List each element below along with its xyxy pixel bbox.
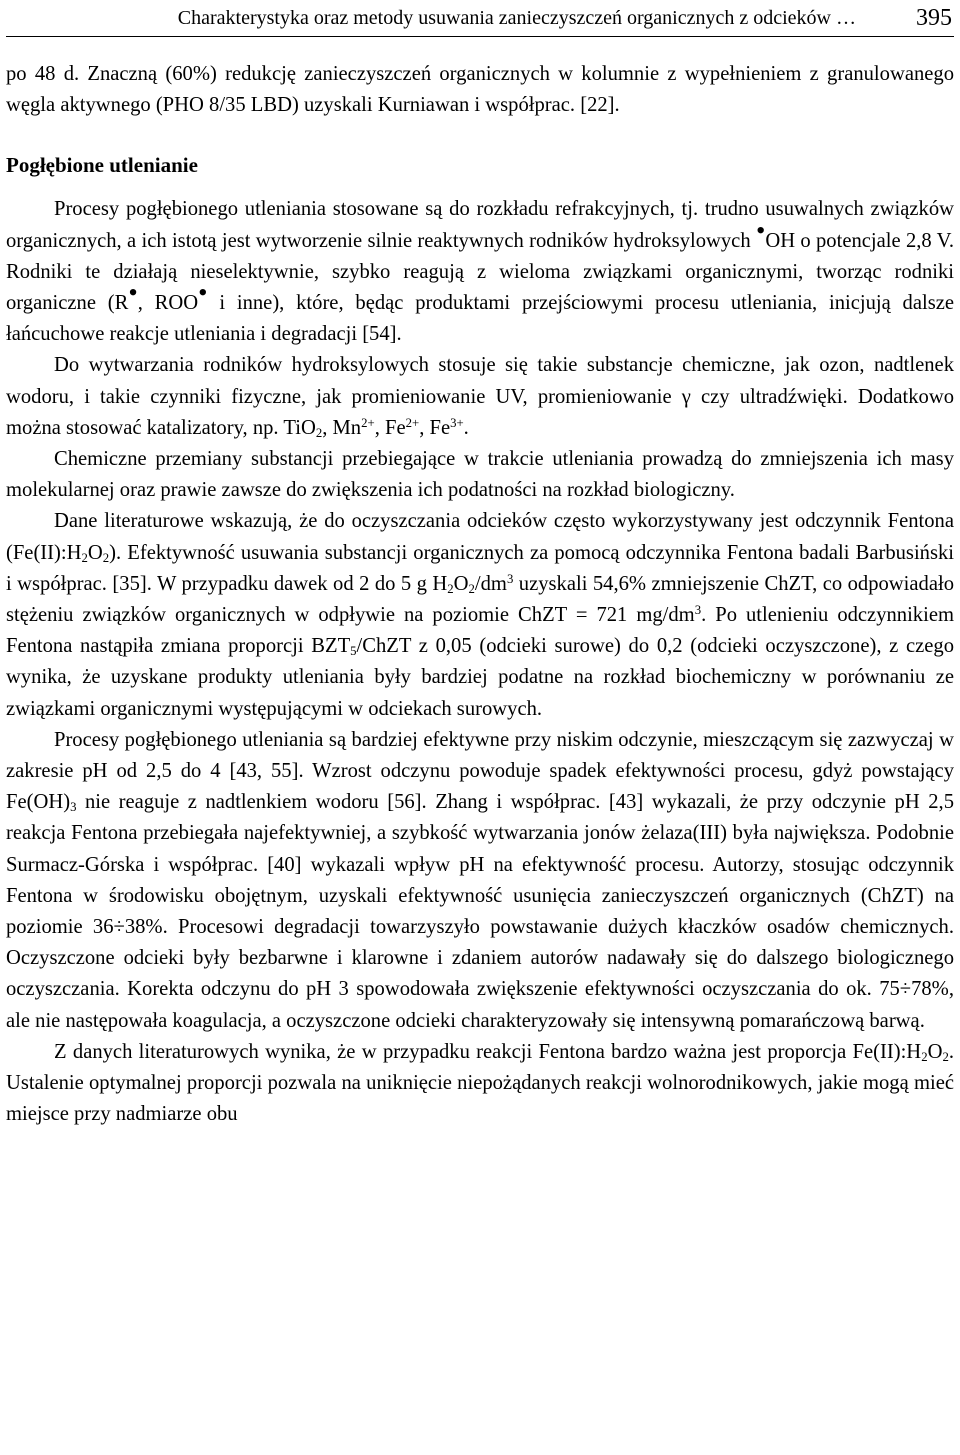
superscript: 3+ <box>450 415 464 430</box>
text-run: /dm <box>474 572 507 595</box>
subscript: 3 <box>70 800 77 815</box>
superscript: 3 <box>506 571 514 586</box>
paragraph-5 <box>6 725 954 1037</box>
text-run: . Ustalenie optymalnej proporcji pozwala na uniknięcie niepożądanych reakcji wolnorodnikowych, jakie mogą mieć miejsce przy nadmiarze obu <box>6 1040 954 1126</box>
text-run: OH o potencjale 2,8 V. Rodniki te działają nieselektywnie, szybko reagują z wieloma związkami organicznymi, tworząc rodniki organiczne (R <box>6 229 954 315</box>
text-run: , Fe <box>419 416 451 439</box>
body-text <box>6 59 954 1131</box>
subscript: 2 <box>315 426 323 441</box>
text-run: O <box>87 541 103 564</box>
running-header-title: Charakterystyka oraz metody usuwania zanieczyszczeń organicznych z odcieków … <box>177 6 856 29</box>
radical-dot: • <box>128 276 138 307</box>
text-run: , ROO <box>137 292 199 315</box>
text-run: Procesy pogłębionego utleniania są bardziej efektywne przy niskim odczynie, mieszczącym się zazwyczaj w zakresie pH od 2,5 do 4 [43, 55]. Wzrost odczynu powoduje spadek efektywności procesu, gdyż powstający Fe(OH) <box>6 728 954 814</box>
text-run: /ChZT z 0,05 (odcieki surowe) do 0,2 (odcieki oczyszczone), z czego wynika, że uzyskane produkty utleniania były bardziej podatne na rozkład biochemiczny w porównaniu ze związkami organicznymi występującymi w odciekach surowych. <box>6 635 955 720</box>
paragraph-4 <box>6 506 954 724</box>
text-run: Z danych literaturowych wynika, że w przypadku reakcji Fentona bardzo ważna jest proporcja Fe(II):H <box>54 1040 922 1063</box>
page-number: 395 <box>916 4 952 31</box>
superscript: 2+ <box>361 415 375 430</box>
paragraph-2 <box>6 350 954 444</box>
superscript: 3 <box>694 603 702 618</box>
running-header <box>6 0 954 37</box>
subscript: 2 <box>447 582 454 597</box>
paragraph-6 <box>6 1037 954 1131</box>
text-run: Dane literaturowe wskazują, że do oczyszczania odcieków często wykorzystywany jest odczynnik Fentona (Fe(II):H <box>6 510 954 564</box>
text-run: . <box>463 416 469 439</box>
subscript: 2 <box>468 582 475 597</box>
subscript: 2 <box>921 1050 928 1065</box>
radical-dot: • <box>198 276 208 307</box>
superscript: 2+ <box>405 415 420 430</box>
subscript: 5 <box>350 644 357 659</box>
text-run: . Po utlenieniu odczynnikiem Fentona nastąpiła zmiana proporcji BZT <box>6 604 954 658</box>
text-run: , Fe <box>374 416 406 439</box>
radical-dot: • <box>755 214 766 245</box>
text-run: i inne), które, będąc produktami przejściowymi procesu utleniania, inicjują dalsze łańcuchowe reakcje utleniania i degradacji [54]. <box>6 292 955 346</box>
paragraph-1 <box>6 194 954 350</box>
text-run: uzyskali 54,6% zmniejszenie ChZT, co odpowiadało stężeniu związków organicznych w odpływie na poziomie ChZT = 721 mg/dm <box>6 572 954 627</box>
text-run: Procesy pogłębionego utleniania stosowane są do rozkładu refrakcyjnych, tj. trudno usuwalnych związków organicznych, a ich istotą jest wytworzenie silnie reaktywnych rodników hydroksylowych <box>6 198 954 252</box>
text-run: Do wytwarzania rodników hydroksylowych stosuje się takie substancje chemiczne, jak ozon, nadtlenek wodoru, i takie czynniki fizyczne, jak promieniowanie UV, promieniowanie γ czy ultradźwięki. Dodatkowo można stosować katalizatory, np. TiO <box>6 354 954 439</box>
subscript: 2 <box>942 1050 949 1065</box>
text-run: ). Efektywność usuwania substancji organicznych za pomocą odczynnika Fentona badali Barbusiński i współprac. [35]. W przypadku dawek od 2 do 5 g H <box>6 541 954 595</box>
text-run: , Mn <box>322 416 362 439</box>
text-run: nie reaguje z nadtlenkiem wodoru [56]. Zhang i współprac. [43] wykazali, że przy odczynie pH 2,5 reakcja Fentona przebiegała najefektywniej, a szybkość wytwarzania jonów żelaza(III) była największa. Podobnie Surmacz-Górska i współprac. [40] wykazali wpływ pH na efektywność procesu. Autorzy, stosując odczynnik Fentona w środowisku obojętnym, uzyskali efektywność usunięcia zanieczyszczeń organicznych (ChZT) na poziomie 36÷38%. Procesowi degradacji towarzyszyło powstawanie dużych kłaczków osadów chemicznych. Oczyszczone odcieki były bezbarwne i klarowne i zdaniem autorów nadawały się do dalszego biologicznego oczyszczania. Korekta odczynu do pH 3 spowodowała zwiększenie efektywności oczyszczania do ok. 75÷78%, ale nie następowała koagulacja, a oczyszczone odcieki charakteryzowały się intensywną pomarańczową barwą. <box>6 791 954 1032</box>
paragraph-3: Chemiczne przemiany substancji przebiegające w trakcie utleniania prowadzą do zmniejszenia ich masy molekularnej oraz prawie zawsze do zwiększenia ich podatności na rozkład biologiczny. <box>6 448 954 502</box>
section-heading: Pogłębione utlenianie <box>6 153 198 178</box>
subscript: 2 <box>81 550 88 565</box>
text-run: O <box>453 572 469 595</box>
text-run: O <box>927 1040 943 1063</box>
paragraph-continuation: po 48 d. Znaczną (60%) redukcję zanieczyszczeń organicznych w kolumnie z wypełnieniem z granulowanego węgla aktywnego (PHO 8/35 LBD) uzyskali Kurniawan i współprac. [22]. <box>6 63 954 117</box>
subscript: 2 <box>102 550 110 565</box>
